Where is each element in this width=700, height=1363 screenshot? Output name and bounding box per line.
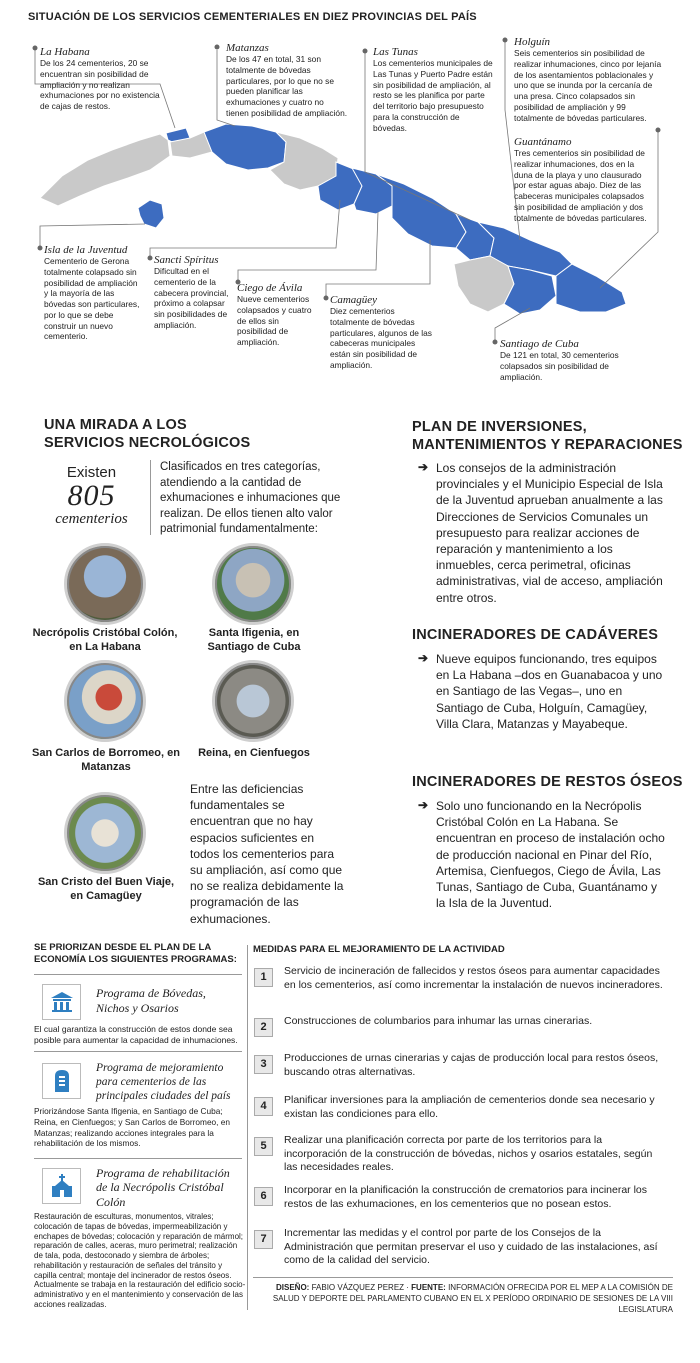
incineradores-cadaveres-text: Nueve equipos funcionando, tres equipos en La Habana –dos en Guanabacoa y uno en Santiago de las Vegas–, uno en Santiago de Cuba, Holguín, Camagüey, Villa Clara, Matanzas y Mayabeque. — [436, 652, 663, 731]
incineradores-cadaveres-title: INCINERADORES DE CADÁVERES — [412, 627, 659, 643]
page-title: SITUACIÓN DE LOS SERVICIOS CEMENTERIALES EN DIEZ PROVINCIAS DEL PAÍS — [28, 11, 477, 23]
programa-2-text: Priorizándose Santa Ifigenia, en Santiago de Cuba; Reina, en Cienfuegos; y San Carlos de Borromeo, en Matanzas; realizando acciones integrales para la rehabilitación de los mismos. — [34, 1106, 231, 1149]
map-matanzas — [204, 124, 286, 170]
medidas-title: MEDIDAS PARA EL MEJORAMIENTO DE LA ACTIVIDAD — [253, 944, 505, 955]
photo-san-carlos — [64, 660, 146, 742]
medida-number: 4 — [254, 1097, 273, 1116]
divider — [34, 1158, 242, 1159]
callout-sancti-spiritus: Sancti Spíritus Dificultad en el cementerio de la cabecera provincial, próximo a colapsar sin posibilidades de ampliación. — [154, 254, 229, 330]
medida-number: 7 — [254, 1230, 273, 1249]
incineradores-restos-text: Solo uno funcionando en la Necrópolis Cristóbal Colón en La Habana. Se encuentran en proceso de instalación ocho de producción nacional en Pinar del Río, Artemisa, Cienfuegos, Ciego de Ávila, Las Tunas, Santiago de Cuba, Guantánamo y la Isla de la Juventud. — [436, 799, 665, 911]
callout-isla-juventud: Isla de la Juventud Cementerio de Gerona totalmente colapsado sin posibilidad de ampliación y la mayoría de las bóvedas son particulares, por lo que se debe construir un nuevo cementerio. — [44, 244, 140, 342]
callout-camaguey: Camagüey Diez cementerios totalmente de bóvedas particulares, algunos de las cabeceras municipales están sin posibilidad de ampliación. — [330, 294, 432, 370]
mirada-title: UNA MIRADA A LOS SERVICIOS NECROLÓGICOS — [44, 417, 251, 452]
medida-text: Construcciones de columbarios para inhumar las urnas cinerarias. — [284, 1015, 593, 1027]
callout-santiago: Santiago de Cuba De 121 en total, 30 cementerios colapsados sin posibilidad de ampliación. — [500, 338, 619, 382]
church-icon — [42, 1168, 81, 1204]
medida-number: 5 — [254, 1137, 273, 1156]
label-santa-ifigenia: Santa Ifigenia, en Santiago de Cuba — [207, 627, 301, 654]
divider — [150, 460, 151, 535]
programas-title: SE PRIORIZAN DESDE EL PLAN DE LA ECONOMÍA LOS SIGUIENTES PROGRAMAS: — [34, 942, 237, 966]
map-guantanamo — [556, 264, 626, 312]
medida-text: Incrementar las medidas y el control por parte de los Consejos de la Administración que permitan preservar el uso y cuidado de las instalaciones, así como de la calidad del servicio. — [284, 1227, 658, 1267]
arrow-icon: ➔ — [418, 798, 429, 812]
label-reina: Reina, en Cienfuegos — [198, 747, 310, 759]
map-pinar-del-rio — [40, 134, 170, 206]
plan-text: Los consejos de la administración provinciales y el Municipio Especial de Isla de la Juventud aprueban anualmente a las Direcciones de Servicios Comunales un presupuesto para realizar acciones de reparación y mantenimiento a los inmuebles, cerca perimetral, oficinas administrativas, vial de acceso, ampliación entre otros. — [436, 461, 663, 605]
medida-text: Planificar inversiones para la ampliación de cementerios donde sea necesario y existan las condiciones para ello. — [284, 1094, 655, 1120]
credits: DISEÑO: FABIO VÁZQUEZ PEREZ · FUENTE: INFORMACIÓN OFRECIDA POR EL MEP A LA COMISIÓN DE SALUD Y DEPORTE DEL PARLAMENTO CUBANO EN EL X PERÍODO ORDINARIO DE SESIONES DE LA VIII LEGISLATURA — [272, 1283, 673, 1315]
callout-guantanamo: Guantánamo Tres cementerios sin posibilidad de realizar inhumaciones, dos en la duna de la playa y uno clausurado por estar aguas abajo. Diez de las cabeceras municipales colapsados sin posibilidad de ampliación y dos totalmente de bóvedas particulares. — [514, 136, 647, 223]
medida-number: 6 — [254, 1187, 273, 1206]
callout-holguin: Holguín Seis cementerios sin posibilidad de realizar inhumaciones, cinco por lejanía de los asentamientos poblacionales y uno que se inunda por la cercanía de una presa. Cinco colapsados sin posibilidad de ampliación y 99 totalmente de bóvedas particulares. — [514, 36, 662, 123]
arrow-icon: ➔ — [418, 651, 429, 665]
callout-la-habana: La Habana De los 24 cementerios, 20 se encuentran sin posibilidad de ampliación y no realizan exhumaciones por no existencia de cajas de restos. — [40, 46, 160, 111]
programa-1-text: El cual garantiza la construcción de estos donde sea posible para aumentar la capacidad de inhumaciones. — [34, 1024, 238, 1046]
mirada-deficiencias: Entre las deficiencias fundamentales se encuentran que no hay espacios suficientes en todos los cementerios para su ampliación, así como que no se realiza debidamente la programación de las exhumaciones. — [190, 782, 344, 926]
medida-text: Producciones de urnas cinerarias y cajas de producción local para restos óseos, buscando otras alternativas. — [284, 1052, 659, 1078]
programa-3-name: Programa de rehabilitación de la Necrópolis Cristóbal Colón — [96, 1166, 230, 1209]
cemetery-count-box: Existen 805 cementerios — [55, 464, 128, 527]
divider — [34, 1051, 242, 1052]
photo-colon — [64, 543, 146, 625]
mirada-intro: Clasificados en tres categorías, atendiendo a la cantidad de exhumaciones e inhumaciones que realizan. De ellos tienen alto valor patrimonial fundamentalmente: — [160, 461, 341, 536]
tombstone-icon — [42, 1063, 81, 1099]
label-san-cristo: San Cristo del Buen Viaje, en Camagüey — [37, 876, 175, 903]
photo-reina — [212, 660, 294, 742]
medida-text: Incorporar en la planificación la construcción de crematorios para incinerar los restos de las exhumaciones, en los cementerios que no posean estos. — [284, 1184, 648, 1210]
building-icon — [42, 984, 81, 1020]
photo-santa-ifigenia — [212, 543, 294, 625]
photo-san-cristo — [64, 792, 146, 874]
medida-text: Realizar una planificación correcta por parte de los territorios para la incorporación de la construcción de bóvedas, nichos y osarios estatales, según las necesidades reales. — [284, 1134, 653, 1174]
divider — [247, 945, 248, 1310]
divider — [34, 974, 242, 975]
medida-number: 3 — [254, 1055, 273, 1074]
programa-3-text: Restauración de esculturas, monumentos, vitrales; colocación de tapas de bóvedas, impermeabilización y enchapes de bóvedas; colocación y reparación de mármol; reparación de calles, aceras, muro perimetral; realización de tala, poda, destoconado y siembra de árboles; rehabilitación y restauración de señales del tránsito y capilla central; montaje del incinerador de restos óseos. Actualmente se trabaja en la restauración del edificio socio-administrativo y en el mantenimiento y conservación de las acciones realizadas. — [34, 1212, 246, 1309]
label-colon: Necrópolis Cristóbal Colón, en La Habana — [32, 627, 178, 654]
medida-number: 1 — [254, 968, 273, 987]
programa-2-name: Programa de mejoramiento para cementerios de las principales ciudades del país — [96, 1062, 231, 1102]
callout-ciego-de-avila: Ciego de Ávila Nueve cementerios colapsados y cuatro de ellos sin posibilidad de ampliación. — [237, 282, 312, 347]
incineradores-restos-title: INCINERADORES DE RESTOS ÓSEOS — [412, 774, 683, 790]
label-san-carlos: San Carlos de Borromeo, en Matanzas — [32, 747, 180, 774]
callout-las-tunas: Las Tunas Los cementerios municipales de Las Tunas y Puerto Padre están sin posibilidad de ampliación, al resto se les planifica por parte del territorio bajo presupuesto para la construcción de bóvedas. — [373, 46, 493, 133]
divider — [253, 1277, 673, 1278]
programa-1-name: Programa de Bóvedas, Nichos y Osarios — [96, 986, 206, 1015]
medida-text: Servicio de incineración de fallecidos y restos óseos para aumentar capacidades en los cementerios, así como incrementar la instalación de nuevos incineradores. — [284, 965, 663, 991]
callout-matanzas: Matanzas De los 47 en total, 31 son totalmente de bóvedas particulares, por lo que no se pueden planificar las exhumaciones y cuatro no tienen posibilidad de ampliación. — [226, 42, 348, 118]
medida-number: 2 — [254, 1018, 273, 1037]
plan-title: PLAN DE INVERSIONES, MANTENIMIENTOS Y REPARACIONES — [412, 419, 683, 454]
arrow-icon: ➔ — [418, 460, 429, 474]
